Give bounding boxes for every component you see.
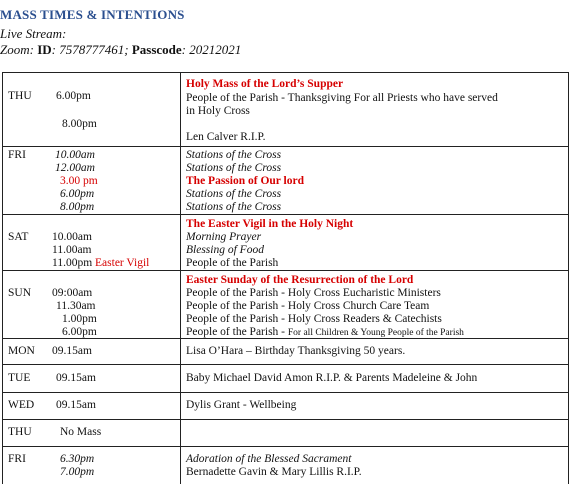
time-label: 6.30pm [60,453,95,465]
intention-text: People of the Parish [186,257,279,269]
time-label: 6.00pm [60,188,95,200]
intention-prefix: People of the Parish - [186,326,288,338]
service-text: Blessing of Food [186,244,264,256]
time-label: 11.30am [56,300,96,312]
zoom-id-label: ID [37,42,52,57]
service-text: Adoration of the Blessed Sacrament [186,453,352,465]
intention-text [186,326,464,341]
intention-text: People of the Parish - Holy Cross Church Care Team [186,300,430,312]
column-divider [180,72,181,484]
service-text: Morning Prayer [186,231,262,243]
time-label: 09:00am [52,287,93,299]
row-divider [2,270,569,271]
service-heading: Holy Mass of the Lord’s Supper [186,78,344,90]
time-label: 09.15am [52,345,92,357]
time-label [52,257,149,269]
table-left-border [2,72,3,484]
intention-text: Bernadette Gavin & Mary Lillis R.I.P. [186,466,362,478]
page-title: MASS TIMES & INTENTIONS [0,7,185,22]
time-label: 8.00pm [62,118,97,130]
easter-vigil-label: Easter Vigil [95,257,150,269]
row-divider [2,146,569,147]
time-label: 11.00am [52,244,92,256]
time-value: 11.00pm [52,257,93,269]
time-label: 6.00pm [56,90,91,102]
day-label: SUN [8,287,32,299]
time-label: 3.00 pm [60,175,98,187]
live-stream-label: Live Stream: [0,26,67,41]
row-divider [2,446,569,447]
day-label: SAT [8,231,29,243]
day-label: THU [8,90,32,102]
intention-text: Dylis Grant - Wellbeing [186,399,297,411]
intention-text: Lisa O’Hara – Birthday Thanksgiving 50 years. [186,345,406,357]
time-label: 8.00pm [60,201,95,213]
intention-text: People of the Parish - Thanksgiving For all Priests who have served [186,92,498,104]
service-text: Stations of the Cross [186,188,282,200]
intention-text: People of the Parish - Holy Cross Readers & Catechists [186,313,442,325]
zoom-details [0,42,572,58]
day-label: THU [8,426,32,438]
time-label: No Mass [60,426,102,438]
service-heading: The Easter Vigil in the Holy Night [186,218,354,230]
time-label: 10.00am [52,231,92,243]
service-heading: Easter Sunday of the Resurrection of the Lord [186,274,414,286]
zoom-id-value: : 7578777461; [51,42,129,57]
intention-text: in Holy Cross [186,105,250,117]
day-label: MON [8,345,35,357]
row-divider [2,419,569,420]
time-label: 6.00pm [62,326,97,338]
table-right-border [568,72,569,484]
service-heading: The Passion of Our lord [186,175,304,187]
intention-text: Len Calver R.I.P. [186,131,266,143]
service-text: Stations of the Cross [186,149,282,161]
service-text: Stations of the Cross [186,201,282,213]
time-label: 10.00am [55,149,95,161]
time-label: 12.00am [55,162,95,174]
row-divider [2,392,569,393]
time-label: 09.15am [56,399,96,411]
service-text: Stations of the Cross [186,162,282,174]
time-label: 09.15am [56,372,96,384]
zoom-passcode-value: : 20212021 [181,42,242,57]
time-label: 1.00pm [62,313,97,325]
zoom-passcode-label: Passcode [131,42,182,57]
day-label: FRI [8,453,26,465]
table-top-border [2,72,569,73]
day-label: TUE [8,372,31,384]
row-divider [2,214,569,215]
intention-text: Baby Michael David Amon R.I.P. & Parents Madeleine & John [186,372,478,384]
time-label: 7.00pm [60,466,95,478]
zoom-prefix: Zoom: [0,42,34,57]
intention-detail: For all Children & Young People of the Parish [287,328,464,338]
day-label: WED [8,399,35,411]
intention-text: People of the Parish - Holy Cross Eucharistic Ministers [186,287,441,299]
day-label: FRI [8,149,26,161]
row-divider [2,364,569,365]
